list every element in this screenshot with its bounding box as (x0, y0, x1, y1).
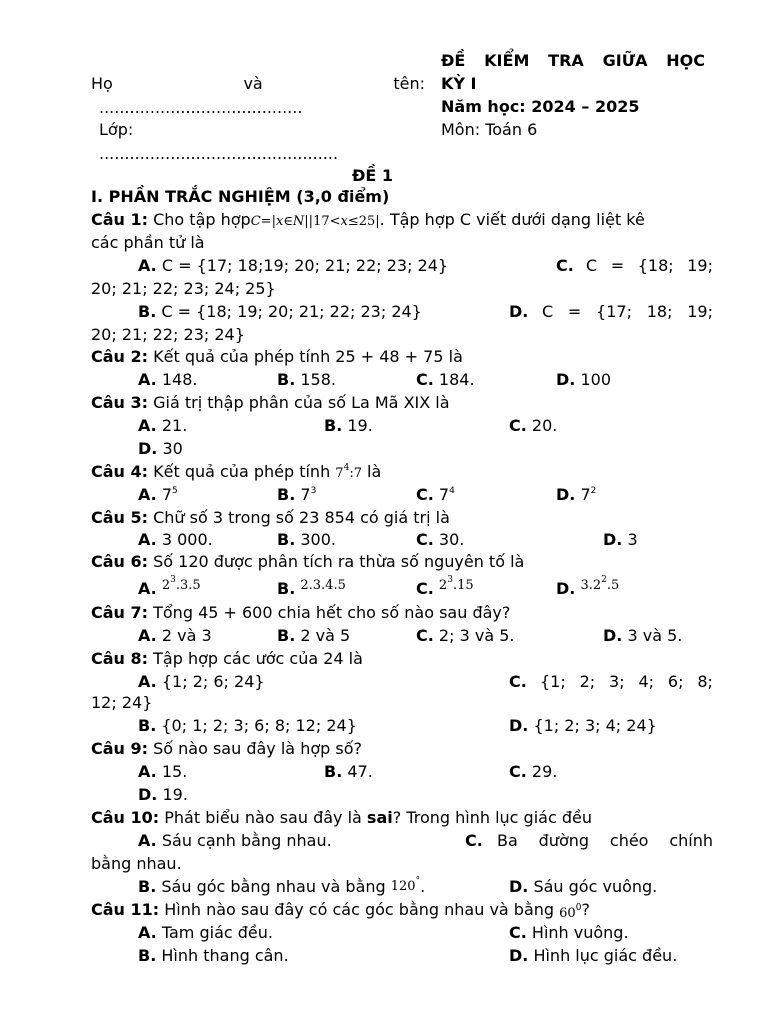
option-letter: A. (138, 762, 157, 781)
question-text: Giá trị thập phân của số La Mã XIX là (148, 393, 450, 412)
option-word: 19; (687, 256, 713, 275)
option-text: C = {18; 19; 20; 21; 22; 23; 24} (161, 302, 422, 321)
q1-option-d[interactable] (542, 302, 713, 322)
title-word: TRA (548, 51, 584, 70)
option-word: Ba (497, 831, 518, 850)
option-exponent: 2 (601, 575, 607, 585)
math-part: 17< (313, 214, 341, 229)
option-text: 2.3.4.5 (300, 578, 346, 593)
question-label: Câu 7: (91, 603, 149, 622)
option-text: Hình vuông. (531, 923, 629, 942)
q2-option-c[interactable] (416, 370, 475, 390)
q8-option-b[interactable] (138, 716, 357, 736)
exam-title-line2: KỲ I (441, 74, 477, 93)
option-text: 158. (300, 370, 336, 389)
title-word: GIỮA (602, 51, 648, 70)
option-text: 20. (531, 416, 558, 435)
exam-code: ĐỀ 1 (352, 166, 394, 185)
option-word: 8; (697, 672, 713, 691)
option-letter: B. (138, 877, 157, 896)
option-exponent: 3 (447, 575, 453, 585)
math-exponent: 4 (343, 463, 350, 473)
name-line (91, 74, 425, 94)
q10-option-c-line2: bằng nhau. (91, 854, 182, 873)
q10-option-c[interactable] (497, 831, 713, 851)
option-letter: B. (324, 416, 343, 435)
school-year: Năm học: 2024 – 2025 (441, 97, 640, 116)
option-text: 300. (300, 530, 336, 549)
q8-option-a[interactable] (138, 672, 265, 692)
question-1 (91, 210, 645, 232)
option-word: chéo (609, 831, 649, 850)
option-letter: D. (603, 626, 623, 645)
option-text: 47. (347, 762, 373, 781)
question-text: Tổng 45 + 600 chia hết cho số nào sau đây? (148, 603, 511, 622)
option-exponent: 5 (172, 486, 178, 496)
option-text: Sáu góc bằng nhau và bằng (161, 877, 391, 896)
option-letter: D. (556, 579, 576, 598)
option-letter: B. (277, 370, 296, 389)
option-text: 2 và 3 (161, 626, 212, 645)
option-word: 4; (638, 672, 655, 691)
option-text: 3.2 (580, 578, 602, 593)
math-part: C= (250, 214, 272, 229)
question-text: Tập hợp các ước của 24 là (148, 649, 363, 668)
option-letter: C. (509, 416, 527, 435)
option-text: 2 (161, 578, 171, 593)
option-letter: C. (509, 762, 527, 781)
q7-option-b[interactable] (277, 626, 350, 646)
name-dots: ........................................ (99, 98, 303, 117)
option-text: Sáu cạnh bằng nhau. (161, 831, 332, 850)
option-text: 19. (162, 785, 188, 804)
class-label: Lớp: (99, 120, 134, 139)
option-text: . (420, 877, 426, 896)
q10-option-c-letter: C. (465, 831, 483, 850)
q6-option-a[interactable] (138, 575, 201, 601)
question-text: Kết quả của phép tính 25 + 48 + 75 là (148, 347, 463, 366)
q11-option-c[interactable] (509, 923, 629, 943)
question-label: Câu 11: (91, 900, 160, 919)
option-letter: C. (416, 579, 434, 598)
math-part: ∈ (283, 214, 293, 229)
option-text: 15. (161, 762, 188, 781)
option-text: 2 và 5 (300, 626, 351, 645)
question-label: Câu 6: (91, 552, 149, 571)
q9-option-a[interactable] (138, 762, 187, 782)
q6-option-b[interactable] (277, 579, 346, 601)
option-text: 19. (347, 416, 373, 435)
q8-option-c-letter: C. (509, 672, 527, 691)
name-word: tên: (393, 74, 425, 93)
option-exponent: 3 (310, 486, 317, 496)
option-text: 7 (161, 485, 173, 504)
q7-option-c[interactable] (416, 626, 514, 646)
option-letter: A. (138, 530, 157, 549)
q3-option-b[interactable] (324, 416, 373, 436)
option-text: 2 (438, 578, 448, 593)
option-letter: A. (138, 370, 157, 389)
option-text: 3 000. (161, 530, 213, 549)
option-letter: D. (509, 877, 529, 896)
option-exponent: 4 (449, 486, 455, 496)
option-letter: A. (138, 923, 157, 942)
option-word: = (610, 256, 625, 275)
option-letter: B. (138, 946, 157, 965)
q11-option-b[interactable] (138, 946, 289, 966)
question-2 (91, 347, 463, 367)
question-text: Chữ số 3 trong số 23 854 có giá trị là (148, 508, 450, 527)
q2-option-a[interactable] (138, 370, 197, 390)
math-part: :7 (349, 466, 362, 481)
option-letter: C. (416, 370, 434, 389)
option-text: Hình lục giác đều. (533, 946, 678, 965)
math-part: 7 (335, 466, 344, 481)
option-text: 21. (161, 416, 188, 435)
option-letter: D. (138, 439, 158, 458)
option-letter: A. (138, 626, 157, 645)
option-letter: D. (556, 370, 576, 389)
option-text: 184. (438, 370, 475, 389)
q2-option-b[interactable] (277, 370, 336, 390)
option-text: 100 (580, 370, 611, 389)
q5-option-d[interactable] (603, 530, 638, 550)
q7-option-d[interactable] (603, 626, 682, 646)
option-word: 18; (646, 302, 673, 321)
q9-option-c[interactable] (509, 762, 557, 782)
q1-option-d-letter: D. (509, 302, 529, 321)
option-letter: D. (556, 485, 576, 504)
option-math: 120 (390, 879, 416, 894)
option-text: 7 (300, 485, 311, 504)
option-letter: D. (138, 785, 158, 804)
option-text: .3.5 (175, 578, 201, 593)
q4-option-c[interactable] (416, 485, 455, 505)
option-word: 3; (609, 672, 625, 691)
question-label: Câu 10: (91, 808, 160, 827)
question-text: ? Trong hình lục giác đều (392, 808, 592, 827)
option-text: 29. (531, 762, 558, 781)
question-label: Câu 9: (91, 739, 149, 758)
option-word: C (586, 256, 598, 275)
question-text: là (361, 462, 382, 481)
q10-option-b[interactable] (138, 877, 425, 899)
section-title: I. PHẦN TRẮC NGHIỆM (3,0 điểm) (91, 187, 390, 206)
question-label: Câu 4: (91, 462, 149, 481)
name-word: Họ (91, 74, 113, 93)
option-letter: D. (509, 716, 529, 735)
option-letter: B. (277, 485, 296, 504)
option-letter: C. (416, 485, 434, 504)
option-letter: A. (138, 579, 157, 598)
option-letter: A. (138, 485, 157, 504)
q6-option-c[interactable] (416, 575, 474, 601)
option-letter: B. (138, 302, 157, 321)
option-word: 2; (579, 672, 596, 691)
q11-option-a[interactable] (138, 923, 273, 943)
option-text: 30 (162, 439, 183, 458)
q4-option-a[interactable] (138, 485, 178, 505)
option-text: {1; 2; 3; 4; 24} (533, 716, 657, 735)
power-expression (335, 463, 362, 481)
option-text: 7 (580, 485, 591, 504)
option-text: 30. (438, 530, 465, 549)
q4-option-d[interactable] (556, 485, 596, 505)
q1-option-b[interactable] (138, 302, 422, 322)
option-word: 6; (667, 672, 684, 691)
q5-option-c[interactable] (416, 530, 464, 550)
question-4 (91, 462, 381, 484)
question-9 (91, 739, 362, 759)
option-letter: A. (138, 256, 157, 275)
option-letter: B. (277, 530, 296, 549)
q11-option-d[interactable] (509, 946, 677, 966)
option-text: 3 (627, 530, 638, 549)
option-text: 2; 3 và 5. (438, 626, 515, 645)
option-text: Sáu góc vuông. (533, 877, 658, 896)
option-word: chính (669, 831, 713, 850)
q10-option-a[interactable] (138, 831, 332, 851)
option-letter: B. (138, 716, 157, 735)
option-exponent: 3 (170, 575, 176, 585)
q4-option-b[interactable] (277, 485, 316, 505)
option-word: {18; (637, 256, 674, 275)
option-word: C (542, 302, 554, 321)
question-text: Phát biểu nào sau đây là (159, 808, 367, 827)
q2-option-d[interactable] (556, 370, 611, 390)
question-7 (91, 603, 510, 623)
q9-option-d[interactable] (138, 785, 188, 805)
exam-title-line1 (441, 51, 705, 71)
option-word: {1; (540, 672, 566, 691)
option-letter: C. (416, 530, 434, 549)
question-text: Hình nào sau đây có các góc bằng nhau và bằng (159, 900, 560, 919)
option-text: {1; 2; 6; 24} (161, 672, 265, 691)
title-word: KIỂM (484, 51, 530, 70)
degree-sign: ° (415, 876, 421, 886)
option-exponent: 2 (590, 486, 597, 496)
question-11 (91, 900, 590, 922)
question-8 (91, 649, 363, 669)
title-word: ĐỀ (441, 51, 466, 70)
math-part: x (340, 214, 348, 229)
subject: Môn: Toán 6 (441, 120, 538, 139)
q3-option-a[interactable] (138, 416, 187, 436)
question-label: Câu 1: (91, 210, 149, 229)
question-label: Câu 3: (91, 393, 149, 412)
question-math: 60 (559, 906, 576, 921)
option-text: .5 (606, 578, 620, 593)
question-emphasis: sai (366, 808, 393, 827)
option-word: = (567, 302, 582, 321)
q3-option-c[interactable] (509, 416, 557, 436)
question-3 (91, 393, 450, 413)
q1-option-c-letter: C. (556, 256, 574, 275)
option-word: {17; (596, 302, 632, 321)
option-letter: C. (416, 626, 434, 645)
question-text: Kết quả của phép tính (148, 462, 336, 481)
q8-option-d[interactable] (509, 716, 657, 736)
q1-option-a[interactable] (138, 256, 448, 276)
question-10 (91, 808, 592, 828)
option-text: {0; 1; 2; 3; 6; 8; 12; 24} (161, 716, 357, 735)
question-text: . Tập hợp C viết dưới dạng liệt kê (379, 210, 645, 229)
class-dots: ............................................... (99, 144, 339, 163)
option-word: 19; (687, 302, 713, 321)
q1-option-d-line2: 20; 21; 22; 23; 24} (91, 325, 245, 344)
option-letter: A. (138, 672, 157, 691)
option-text: C = {17; 18;19; 20; 21; 22; 23; 24} (161, 256, 449, 275)
q1-option-c-line2: 20; 21; 22; 23; 24; 25} (91, 279, 276, 298)
math-part: x (275, 214, 284, 229)
option-letter: A. (138, 831, 157, 850)
question-text: Cho tập hợp (148, 210, 251, 229)
option-letter: C. (509, 923, 527, 942)
question-label: Câu 5: (91, 508, 149, 527)
math-part: N (292, 214, 305, 229)
title-word: HỌC (666, 51, 705, 70)
q6-option-d[interactable] (556, 575, 620, 601)
q10-option-d[interactable] (509, 877, 657, 897)
q1-option-c[interactable] (586, 256, 713, 276)
option-text: 148. (161, 370, 198, 389)
q5-option-a[interactable] (138, 530, 213, 550)
option-letter: D. (603, 530, 623, 549)
question-text: ? (581, 900, 590, 919)
option-text: 7 (438, 485, 450, 504)
q3-option-d[interactable] (138, 439, 183, 459)
q5-option-b[interactable] (277, 530, 336, 550)
question-6 (91, 552, 524, 572)
option-word: đường (538, 831, 590, 850)
option-letter: B. (324, 762, 343, 781)
q7-option-a[interactable] (138, 626, 212, 646)
math-part: ≤25 (347, 214, 376, 229)
question-text: Số nào sau đây là hợp số? (148, 739, 362, 758)
question-1-line2: các phần tử là (91, 233, 205, 252)
option-letter: B. (277, 626, 296, 645)
option-text: .15 (452, 578, 474, 593)
q8-option-c[interactable] (540, 672, 713, 692)
q8-option-c-line2: 12; 24} (91, 693, 153, 712)
name-word: và (243, 74, 263, 93)
option-text: 3 và 5. (627, 626, 683, 645)
question-text: Số 120 được phân tích ra thừa số nguyên tố là (148, 552, 525, 571)
question-label: Câu 2: (91, 347, 149, 366)
option-text: Hình thang cân. (161, 946, 289, 965)
option-letter: A. (138, 416, 157, 435)
q9-option-b[interactable] (324, 762, 373, 782)
set-notation: C=|x∈N||17<x≤25| (250, 214, 380, 229)
question-label: Câu 8: (91, 649, 149, 668)
option-text: Tam giác đều. (161, 923, 273, 942)
degree-sign: 0 (575, 903, 582, 913)
option-letter: B. (277, 579, 296, 598)
option-letter: D. (509, 946, 529, 965)
question-5 (91, 508, 450, 528)
